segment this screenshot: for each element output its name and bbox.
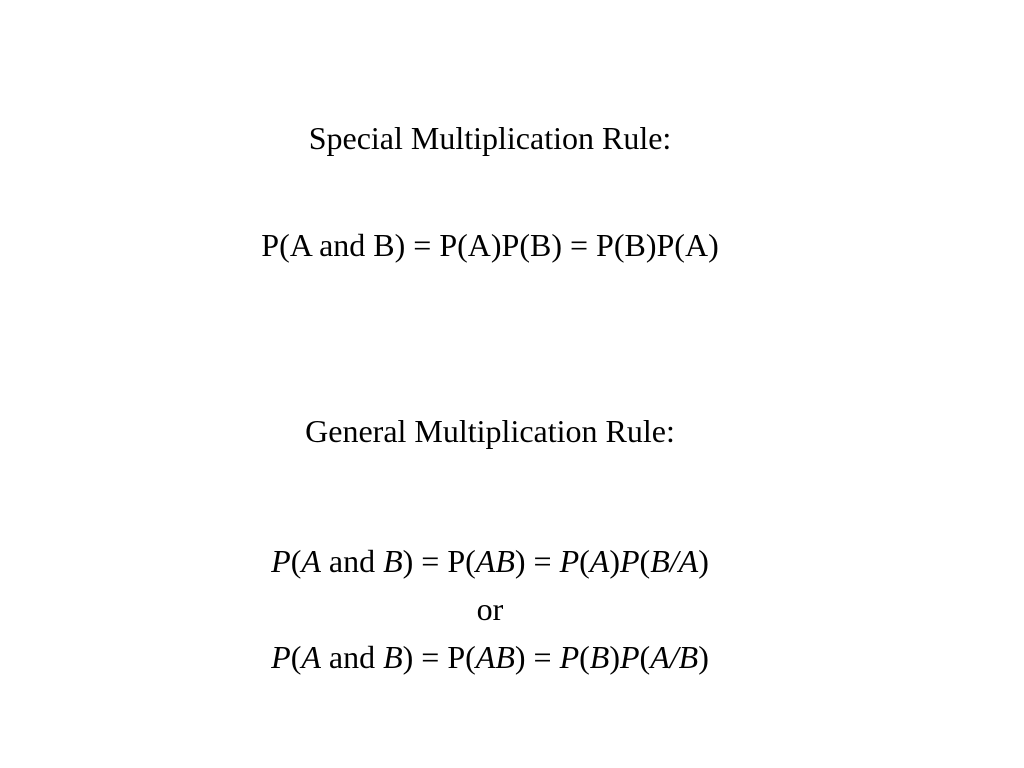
- formula-text: and: [320, 639, 384, 675]
- formula-symbol: AB: [475, 543, 515, 579]
- formula-text: and: [320, 543, 384, 579]
- formula-symbol: P: [620, 543, 640, 579]
- formula-text: ) = P(: [402, 639, 476, 675]
- formula-symbol: P: [559, 543, 580, 579]
- special-rule-heading: Special Multiplication Rule:: [308, 120, 672, 156]
- formula-symbol: P: [271, 639, 291, 675]
- formula-symbol: A: [301, 543, 321, 579]
- formula-text: ) =: [514, 639, 560, 675]
- formula-text: ): [609, 543, 620, 579]
- formula-text: (: [290, 543, 302, 579]
- formula-text: ) = P(: [402, 543, 476, 579]
- formula-text: ): [698, 639, 709, 675]
- formula-symbol: B: [383, 543, 403, 579]
- formula-symbol: A: [589, 543, 610, 579]
- formula-symbol: A/B: [650, 639, 699, 675]
- formula-text: (: [639, 639, 651, 675]
- formula-text: ): [698, 543, 709, 579]
- formula-symbol: P: [271, 543, 291, 579]
- formula-symbol: B: [383, 639, 403, 675]
- formula-text: ): [609, 639, 620, 675]
- formula-symbol: B: [589, 639, 610, 675]
- general-rule-formula-1: [0, 541, 980, 581]
- or-separator: or: [476, 591, 504, 627]
- formula-symbol: P: [559, 639, 580, 675]
- formula-symbol: B/A: [650, 543, 699, 579]
- general-rule-heading: General Multiplication Rule:: [305, 413, 675, 449]
- formula-symbol: P: [620, 639, 640, 675]
- formula-text: (: [290, 639, 302, 675]
- formula-text: ) =: [514, 543, 560, 579]
- formula-text: (: [579, 639, 590, 675]
- formula-symbol: AB: [475, 639, 515, 675]
- general-rule-formula-2: [0, 637, 980, 677]
- formula-text: (: [639, 543, 651, 579]
- formula-text: (: [579, 543, 590, 579]
- special-rule-formula: P(A and B) = P(A)P(B) = P(B)P(A): [261, 227, 719, 263]
- formula-symbol: A: [301, 639, 321, 675]
